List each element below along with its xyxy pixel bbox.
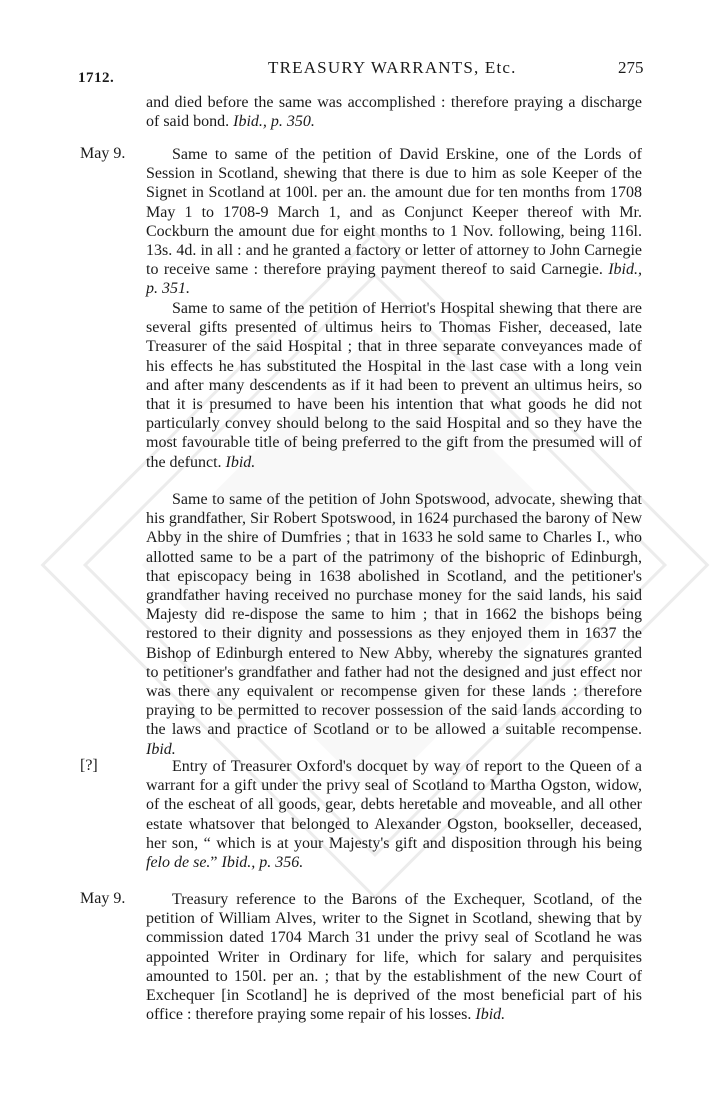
entry-paragraph: Treasury reference to the Barons of the Exchequer, Scotland, of the petition of William Alves, writer to the Signet in Scotland, shewing that by commission dated 1704 March 31 under the privy seal of Scotland he was appointed Writer in Ordinary for life, which for salary and perquisites amounted to 150l. per an. ; that by the establishment of the new Court of Exchequer [in Scotland] he is deprived of the most beneficial part of his office : therefore praying some repair of his losses. Ibid.: [146, 891, 642, 1024]
entry-paragraph: Same to same of the petition of David Erskine, one of the Lords of Session in Scotland, shewing that there is due to him as sole Keeper of the Signet in Scotland at 100l. per an. the amount due for ten months from 1708 May 1 to 1708-9 March 1, and as Conjunct Keeper thereof with Mr. Cockburn the amount due for eight months to 1 Nov. following, being 116l. 13s. 4d. in all : and he granted a factory or letter of attorney to John Carnegie to receive same : therefore praying payment thereof to said Carnegie. Ibid., p. 351.: [146, 146, 642, 298]
entry-paragraph: Entry of Treasurer Oxford's docquet by way of report to the Queen of a warrant for a gift under the privy seal of Scotland to Martha Ogston, widow, of the escheat of all goods, gear, debts heretable and moveable, and all other estate whatsover that belonged to Alexander Ogston, bookseller, deceased, her son, “ which is at your Majesty's gift and disposition through his being felo de se.” Ibid., p. 356.: [146, 758, 642, 872]
page-number: 275: [618, 58, 644, 77]
margin-date: May 9.: [80, 890, 126, 907]
header-year: 1712.: [78, 70, 115, 86]
entry-paragraph: and died before the same was accomplished : therefore praying a discharge of said bond. Ibid., p. 350.: [146, 94, 642, 131]
margin-date: May 9.: [80, 145, 126, 162]
entry-paragraph: Same to same of the petition of John Spotswood, advocate, shewing that his grandfather, Sir Robert Spotswood, in 1624 purchased the barony of New Abby in the shire of Dumfries ; that in 1633 he sold same to Charles I., who allotted same to be a part of the patrimony of the bishopric of Edinburgh, that episcopacy being in 1638 abolished in Scotland, and the petitioner's grandfather having received no purchase money for the said lands, his said Majesty did re-dispose the same to him ; that in 1662 the bishops being restored to their dignity and possessions as they enjoyed them in 1637 the Bishop of Edinburgh entered to New Abby, whereby the signatures granted to petitioner's grandfather and father had not the designed and just effect nor was there any equivalent or recompense given for these lands : therefore praying to be permitted to recover possession of the said lands according to the laws and practice of Scotland or to be allowed a suitable recompense. Ibid.: [146, 491, 642, 758]
page-title: TREASURY WARRANTS, Etc.: [268, 58, 517, 77]
margin-note: [?]: [80, 757, 98, 774]
entry-paragraph: Same to same of the petition of Herriot's Hospital shewing that there are several gifts presented of ultimus heirs to Thomas Fisher, deceased, late Treasurer of the said Hospital ; that in three separate conveyances made of his effects he has substituted the Hospital in the last case with a long vein and after many descendents as if it had been to prevent an ultimus heirs, so that it is presumed to have been his intention that what goods he did not particularly convey should belong to the said Hospital and so they have the most favourable title of being preferred to the gift from the presumed will of the defunct. Ibid.: [146, 300, 642, 471]
